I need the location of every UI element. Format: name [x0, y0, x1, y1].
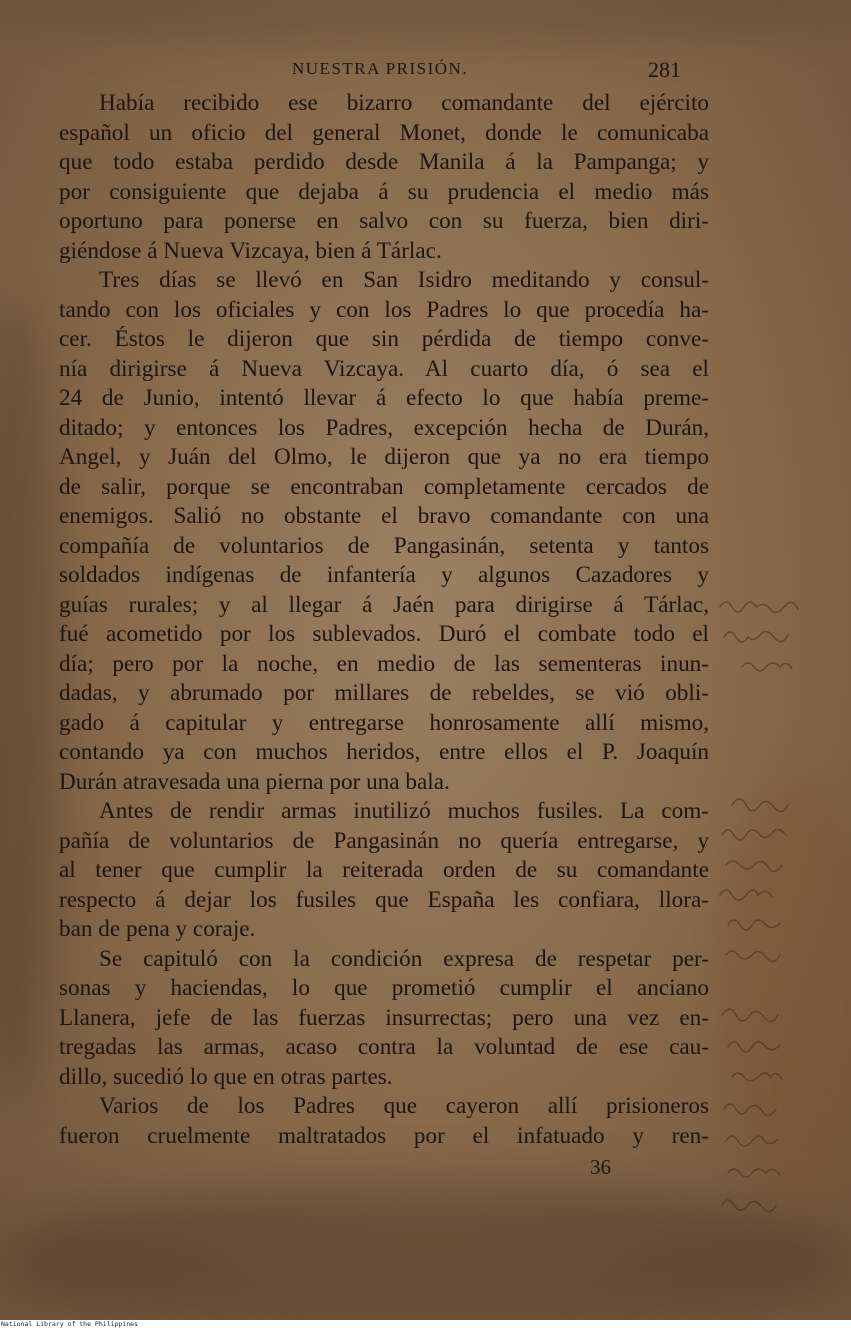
text-line: contando ya con muchos heridos, entre ellos el P. Joaquín: [59, 739, 709, 765]
text-line: español un oficio del general Monet, donde le comunicaba: [59, 119, 709, 146]
text-line: que todo estaba perdido desde Manila á la Pampanga; y: [59, 149, 709, 175]
paragraph: [59, 945, 709, 1063]
text-line: dadas, y abrumado por millares de rebeldes, se vió obli-: [59, 680, 709, 706]
running-head: NUESTRA PRISIÓN.: [292, 59, 469, 78]
handwritten-margin-annotation: [712, 585, 851, 1245]
signature-mark: 36: [590, 1155, 611, 1179]
text-line: guías rurales; y al llegar á Jaén para dirigirse á Tárlac,: [59, 591, 709, 618]
page-header: [0, 55, 851, 85]
text-line: Varios de los Padres que cayeron allí prisioneros: [99, 1093, 709, 1119]
text-line: dillo, sucedió lo que en otras partes.: [59, 1063, 393, 1090]
handwriting-scribble: [712, 585, 851, 1245]
paragraph-end-line: [59, 1063, 709, 1093]
text-line: al tener que cumplir la reiterada orden de su comandante: [59, 857, 709, 883]
paper-stain: [0, 0, 851, 50]
text-line: soldados indígenas de infantería y algunos Cazadores y: [59, 562, 709, 588]
text-line: por consiguiente que dejaba á su prudencia el medio más: [59, 178, 709, 205]
text-line: cer. Éstos le dijeron que sin pérdida de tiempo conve-: [59, 326, 709, 352]
credit-line: National Library of the Philippines: [1, 1320, 138, 1328]
paragraph: [59, 1092, 709, 1151]
text-line: sonas y haciendas, lo que prometió cumplir el anciano: [59, 975, 709, 1001]
text-line: fué acometido por los sublevados. Duró el combate todo el: [59, 621, 709, 647]
text-line: día; pero por la noche, en medio de las sementeras inun-: [59, 650, 709, 677]
text-line: pañía de voluntarios de Pangasinán no quería entregarse, y: [59, 827, 709, 854]
text-line: fueron cruelmente maltratados por el infatuado y ren-: [59, 1122, 709, 1149]
paper-stain: [0, 300, 60, 1100]
text-line: Angel, y Juán del Olmo, le dijeron que ya no era tiempo: [59, 444, 709, 470]
text-line: de salir, porque se encontraban completamente cercados de: [59, 473, 709, 500]
text-line: oportuno para ponerse en salvo con su fuerza, bien diri-: [59, 208, 709, 234]
text-line: Tres días se llevó en San Isidro meditando y consul-: [99, 267, 709, 293]
text-line: ban de pena y coraje.: [59, 916, 256, 942]
paragraph-end-line: [59, 768, 709, 798]
paragraph-end-line: [59, 915, 709, 945]
text-line: compañía de voluntarios de Pangasinán, setenta y tantos: [59, 532, 709, 559]
text-line: 24 de Junio, intentó llevar á efecto lo que había preme-: [59, 385, 709, 411]
text-line: Llanera, jefe de las fuerzas insurrectas; pero una vez en-: [59, 1004, 709, 1031]
paragraph-end-line: [59, 237, 709, 267]
text-line: Durán atravesada una pierna por una bala.: [59, 768, 450, 795]
text-line: tando con los oficiales y con los Padres lo que procedía ha-: [59, 296, 709, 323]
text-line: gado á capitular y entregarse honrosamente allí mismo,: [59, 709, 709, 736]
paragraph: [59, 89, 709, 237]
text-line: Antes de rendir armas inutilizó muchos fusiles. La com-: [99, 798, 709, 824]
text-line: Había recibido ese bizarro comandante del ejército: [99, 90, 709, 116]
text-line: enemigos. Salió no obstante el bravo comandante con una: [59, 503, 709, 529]
text-line: tregadas las armas, acaso contra la voluntad de ese cau-: [59, 1034, 709, 1060]
page-number: 281: [648, 57, 681, 82]
text-line: ditado; y entonces los Padres, excepción hecha de Durán,: [59, 414, 709, 441]
text-line: giéndose á Nueva Vizcaya, bien á Tárlac.: [59, 237, 442, 264]
paragraph: [59, 266, 709, 768]
text-line: Se capituló con la condición expresa de respetar per-: [99, 945, 709, 972]
text-line: respecto á dejar los fusiles que España les confiara, llora-: [59, 886, 709, 913]
text-line: nía dirigirse á Nueva Vizcaya. Al cuarto día, ó sea el: [59, 355, 709, 382]
body-text: [59, 89, 709, 1151]
paragraph: [59, 797, 709, 915]
